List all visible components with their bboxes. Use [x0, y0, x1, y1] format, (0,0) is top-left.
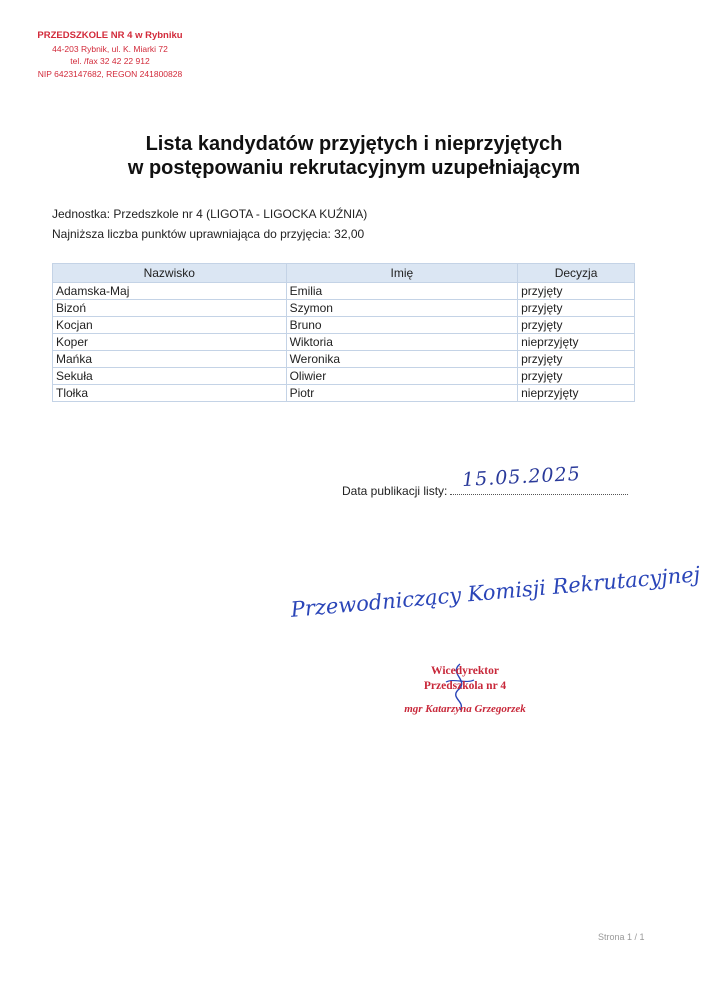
min-points-line: Najniższa liczba punktów uprawniająca do przyjęcia: 32,00 — [52, 227, 365, 241]
document-title — [0, 132, 708, 180]
publication-label: Data publikacji listy: — [342, 484, 448, 498]
stamp-institution: Przedszkola nr 4 — [423, 680, 507, 692]
cell-decision: nieprzyjęty — [518, 385, 635, 402]
school-name: PRZEDSZKOLE NR 4 w Rybniku — [37, 30, 183, 41]
cell-decision: przyjęty — [518, 300, 635, 317]
page-number: Strona 1 / 1 — [598, 932, 645, 942]
vice-director-stamp — [380, 664, 550, 717]
table-row — [53, 351, 635, 368]
school-phone: tel. /fax 32 42 22 912 — [70, 56, 150, 66]
cell-first-name: Piotr — [286, 385, 518, 402]
cell-first-name: Bruno — [286, 317, 518, 334]
header-surname: Nazwisko — [53, 264, 287, 283]
committee-signature: Przewodniczący Komisji Rekrutacyjnej — [289, 562, 702, 622]
unit-line: Jednostka: Przedszkole nr 4 (LIGOTA - LIGOCKA KUŹNIA) — [52, 207, 368, 221]
table-row — [53, 300, 635, 317]
cell-decision: nieprzyjęty — [518, 334, 635, 351]
cell-first-name: Oliwier — [286, 368, 518, 385]
cell-surname: Tlołka — [53, 385, 287, 402]
table-header-row — [53, 264, 635, 283]
cell-decision: przyjęty — [518, 368, 635, 385]
title-line-1: Lista kandydatów przyjętych i nieprzyjętych — [145, 133, 563, 155]
stamp-role: Wicedyrektor — [431, 665, 499, 677]
cell-first-name: Emilia — [286, 283, 518, 300]
title-line-2: w postępowaniu rekrutacyjnym uzupełniającym — [127, 157, 581, 179]
table-row — [53, 317, 635, 334]
header-first-name: Imię — [286, 264, 518, 283]
school-ids: NIP 6423147682, REGON 241800828 — [37, 68, 183, 79]
school-address: 44-203 Rybnik, ul. K. Miarki 72 — [52, 43, 168, 54]
handwritten-date: 15.05.2025 — [461, 462, 582, 492]
cell-surname: Koper — [53, 334, 287, 351]
cell-first-name: Wiktoria — [286, 334, 518, 351]
cell-first-name: Weronika — [286, 351, 518, 368]
cell-surname: Adamska-Maj — [53, 283, 287, 300]
school-header-stamp — [20, 30, 200, 80]
cell-surname: Mańka — [53, 351, 287, 368]
cell-first-name: Szymon — [286, 300, 518, 317]
cell-decision: przyjęty — [518, 317, 635, 334]
table-row — [53, 283, 635, 300]
cell-surname: Bizoń — [53, 300, 287, 317]
header-decision: Decyzja — [518, 264, 635, 283]
cell-decision: przyjęty — [518, 351, 635, 368]
cell-decision: przyjęty — [518, 283, 635, 300]
table-row — [53, 334, 635, 351]
stamp-person-name: mgr Katarzyna Grzegorzek — [404, 703, 526, 715]
cell-surname: Sekuła — [53, 368, 287, 385]
cell-surname: Kocjan — [53, 317, 287, 334]
results-table — [52, 263, 635, 402]
table-row — [53, 385, 635, 402]
table-row — [53, 368, 635, 385]
